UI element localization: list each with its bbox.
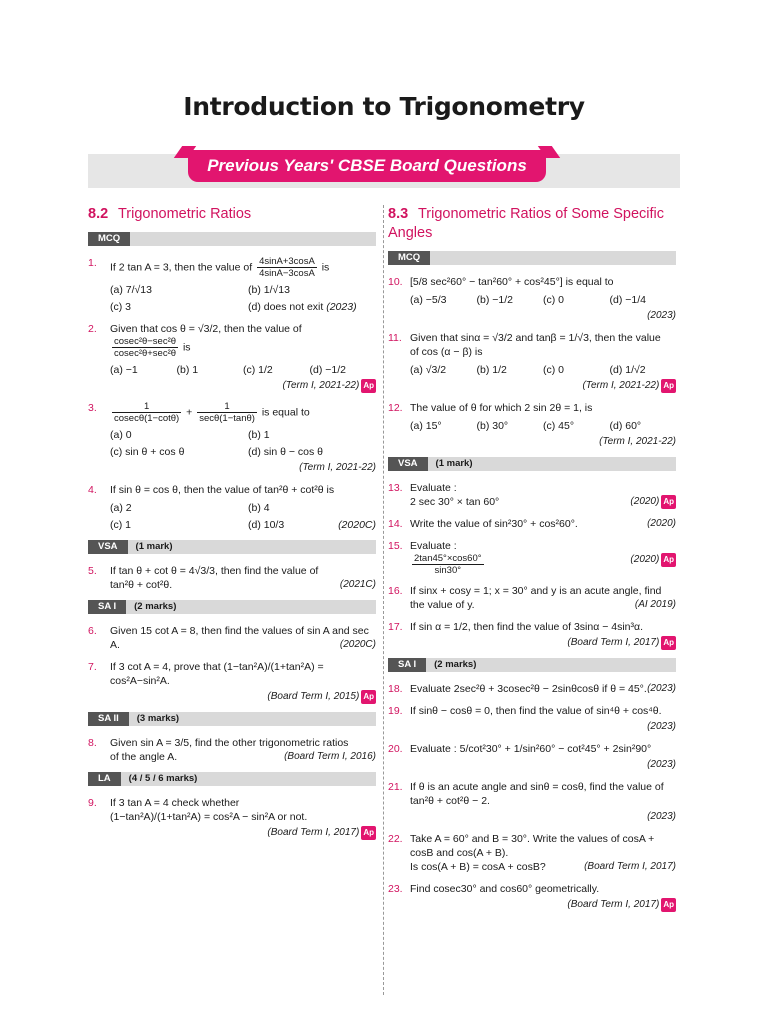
question-text: Given 15 cot A = 8, then find the values of sin A and sec A.	[110, 625, 369, 651]
question-6	[88, 624, 376, 652]
question-ref	[110, 690, 376, 704]
option-c: (c) 0	[543, 294, 564, 306]
option-c: (c) 45°	[543, 420, 575, 432]
ref-text: (Term I, 2021-22)	[582, 380, 660, 391]
question-number: 2.	[88, 323, 97, 335]
fraction	[112, 336, 178, 359]
question-ref: (2021C)	[339, 579, 376, 590]
fraction-2	[197, 401, 257, 424]
question-ref	[410, 379, 676, 393]
ap-badge: Ap	[661, 636, 676, 650]
question-11	[388, 331, 676, 393]
question-9	[88, 796, 376, 840]
question-ref: (2023)	[647, 683, 676, 694]
question-ref: (2023)	[647, 811, 676, 822]
question-text: Evaluate :	[410, 540, 457, 552]
question-ref: (Board Term I, 2017)	[584, 861, 676, 872]
question-text: If sinx + cosy = 1; x = 30° and y is an acute angle, find the value of y.	[410, 585, 662, 611]
option-d-text: (d) does not exit	[248, 301, 324, 313]
option-b: (b) 4	[248, 502, 270, 514]
ref-text: (Board Term I, 2017)	[567, 899, 660, 910]
option-d: (d) −1/2	[309, 364, 346, 376]
left-column	[88, 205, 376, 848]
section-heading-8-3	[388, 205, 676, 243]
tag-key: SA II	[88, 712, 129, 726]
question-21	[388, 780, 676, 824]
denominator: secθ(1−tanθ)	[199, 413, 255, 424]
options	[410, 293, 676, 307]
question-5	[88, 564, 376, 592]
question-number: 19.	[388, 705, 403, 717]
question-number: 7.	[88, 661, 97, 673]
question-text-2: of the angle A.	[110, 751, 178, 763]
plus-sign: +	[186, 406, 193, 419]
question-number: 20.	[388, 743, 403, 755]
tag-key: SA I	[388, 658, 426, 672]
ref: (2020C)	[338, 519, 376, 531]
tag-key: VSA	[388, 457, 428, 471]
options	[110, 283, 376, 314]
question-text: If θ is an acute angle and sinθ = cosθ, find the value of tan²θ + cot²θ − 2.	[410, 781, 664, 807]
question-number: 14.	[388, 518, 403, 530]
ap-badge: Ap	[361, 690, 376, 704]
question-text: Evaluate : 5/cot²30° + 1/sin²60° − cot²45° + 2sin²90°	[410, 743, 652, 755]
question-text-post: is	[321, 261, 330, 274]
question-text: If 2 tan A = 3, then the value of	[110, 261, 253, 274]
option-b: (b) 1/√13	[248, 284, 290, 296]
question-number: 21.	[388, 781, 403, 793]
section-number: 8.2	[88, 206, 109, 222]
question-number: 4.	[88, 484, 97, 496]
tag-la	[88, 772, 376, 786]
section-title: Trigonometric Ratios	[117, 206, 252, 222]
question-text-2: tan²θ + cot²θ.	[110, 579, 173, 591]
question-20	[388, 742, 676, 772]
tag-sa2	[88, 712, 376, 726]
option-d	[248, 300, 376, 314]
question-number: 5.	[88, 565, 97, 577]
section-number: 8.3	[388, 206, 409, 222]
question-text-2: Is cos(A + B) = cosA + cosB?	[410, 861, 546, 873]
question-number: 15.	[388, 540, 403, 552]
question-text: If tan θ + cot θ = 4√3/3, then find the value of	[110, 565, 319, 577]
option-d: (d) sin θ − cos θ	[248, 446, 323, 458]
question-17	[388, 620, 676, 650]
question-text: If sin α = 1/2, then find the value of 3sinα − 4sin³α.	[410, 621, 644, 633]
denominator: cosecθ(1−cotθ)	[114, 413, 180, 424]
question-text: Find cosec30° and cos60° geometrically.	[410, 883, 600, 895]
right-column	[388, 205, 676, 920]
option-c: (c) 1	[110, 519, 131, 531]
tag-sa1	[388, 658, 676, 672]
option-d: (d) −1/4	[609, 294, 646, 306]
ap-badge: Ap	[661, 553, 676, 567]
option-c: (c) 1/2	[243, 364, 273, 376]
question-number: 12.	[388, 402, 403, 414]
question-ref	[110, 826, 376, 840]
ref-text: (Board Term I, 2017)	[267, 827, 360, 838]
question-number: 18.	[388, 683, 403, 695]
numerator: 1	[197, 401, 257, 413]
option-a: (a) 2	[110, 502, 132, 514]
tag-sa1	[88, 600, 376, 614]
question-number: 23.	[388, 883, 403, 895]
question-ref	[110, 379, 376, 393]
question-ref	[630, 495, 676, 509]
question-ref	[410, 898, 676, 912]
question-text: Write the value of sin²30° + cos²60°.	[410, 518, 578, 530]
ref-text: (Term I, 2021-22)	[282, 380, 360, 391]
question-number: 17.	[388, 621, 403, 633]
page-title: Introduction to Trigonometry	[183, 92, 585, 121]
options	[410, 419, 676, 433]
numerator: cosec²θ−sec²θ	[114, 336, 177, 347]
banner	[88, 150, 680, 190]
ref: (2023)	[326, 301, 357, 313]
options	[110, 428, 376, 459]
question-1	[88, 256, 376, 314]
tag-marks: (3 marks)	[136, 713, 180, 724]
option-d: (d) 60°	[609, 420, 642, 432]
question-number: 8.	[88, 737, 97, 749]
question-text-2: of cos (α − β) is	[410, 346, 483, 358]
question-ref: (2020)	[647, 518, 676, 529]
question-ref: (2020C)	[339, 639, 376, 650]
question-ref: (2023)	[647, 310, 676, 321]
question-text: If 3 tan A = 4 check whether	[110, 797, 240, 809]
option-d	[248, 518, 376, 532]
ref-text: (Board Term I, 2015)	[267, 691, 360, 702]
question-number: 1.	[88, 257, 97, 269]
option-a: (a) √3/2	[410, 364, 447, 376]
numerator: 2tan45°×cos60°	[414, 553, 482, 564]
option-c: (c) 0	[543, 364, 564, 376]
ref-text: (2020)	[630, 496, 660, 507]
question-number: 9.	[88, 797, 97, 809]
question-15	[388, 539, 676, 576]
question-text: Take A = 60° and B = 30°. Write the values of cosA + cosB and cos(A + B).	[410, 833, 655, 859]
tag-marks: (4 / 5 / 6 marks)	[128, 773, 198, 784]
denominator: 4sinA−3cosA	[259, 268, 315, 279]
question-12	[388, 401, 676, 449]
ref-text: (Board Term I, 2017)	[567, 637, 660, 648]
ap-badge: Ap	[661, 379, 676, 393]
question-ref: (2023)	[647, 759, 676, 770]
options	[110, 501, 376, 532]
tag-key: VSA	[88, 540, 128, 554]
tag-key: MCQ	[388, 251, 430, 265]
question-13	[388, 481, 676, 509]
option-d-text: (d) 10/3	[248, 519, 285, 531]
question-ref: (AI 2019)	[634, 599, 676, 610]
tag-vsa	[388, 457, 676, 471]
option-a: (a) −1	[110, 364, 138, 376]
question-text: If 3 cot A = 4, prove that (1−tan²A)/(1+tan²A) = cos²A−sin²A.	[110, 661, 324, 687]
question-ref: (Term I, 2021-22)	[599, 436, 676, 447]
question-4	[88, 483, 376, 532]
question-text-2: (1−tan²A)/(1+tan²A) = cos²A − sin²A or not.	[110, 811, 308, 823]
option-b: (b) 1	[176, 364, 199, 376]
option-d: (d) 1/√2	[609, 364, 646, 376]
option-b: (b) 1/2	[476, 364, 507, 376]
question-ref: (Term I, 2021-22)	[299, 462, 376, 473]
options	[410, 363, 676, 377]
ap-badge: Ap	[661, 898, 676, 912]
question-text-post: is	[182, 341, 191, 354]
option-b: (b) 1	[248, 429, 270, 441]
tag-key: LA	[88, 772, 121, 786]
ap-badge: Ap	[361, 379, 376, 393]
question-number: 3.	[88, 402, 97, 414]
option-a: (a) −5/3	[410, 294, 447, 306]
question-10	[388, 275, 676, 323]
question-ref: (2023)	[647, 721, 676, 732]
tag-key: MCQ	[88, 232, 130, 246]
question-number: 11.	[388, 332, 402, 344]
tag-vsa	[88, 540, 376, 554]
tag-mcq	[88, 232, 376, 246]
option-b: (b) 30°	[476, 420, 509, 432]
question-number: 13.	[388, 482, 403, 494]
tag-mcq	[388, 251, 676, 265]
question-14	[388, 517, 676, 531]
question-text: Given that cos θ = √3/2, then the value of	[110, 323, 302, 335]
fraction	[412, 553, 484, 576]
option-c: (c) 3	[110, 301, 131, 313]
ap-badge: Ap	[361, 826, 376, 840]
option-a: (a) 0	[110, 429, 132, 441]
question-3	[88, 401, 376, 475]
ref-text: (2020)	[630, 554, 660, 565]
option-a: (a) 15°	[410, 420, 442, 432]
question-text: If sinθ − cosθ = 0, then find the value of sin⁴θ + cos⁴θ.	[410, 705, 662, 717]
column-divider	[383, 205, 384, 995]
question-text-post: is equal to	[261, 406, 310, 419]
question-8	[88, 736, 376, 764]
section-heading-8-2	[88, 205, 376, 224]
numerator: 1	[112, 401, 181, 413]
question-number: 22.	[388, 833, 403, 845]
options	[110, 363, 376, 377]
question-ref	[410, 636, 676, 650]
question-number: 6.	[88, 625, 97, 637]
question-22	[388, 832, 676, 874]
question-text: [5/8 sec²60° − tan²60° + cos²45°] is equal to	[410, 276, 614, 288]
question-19	[388, 704, 676, 734]
tag-marks: (2 marks)	[434, 659, 477, 670]
tag-marks: (1 mark)	[435, 458, 473, 469]
question-text: Evaluate 2sec²θ + 3cosec²θ − 2sinθcosθ if θ = 45°.	[410, 683, 647, 695]
numerator: 4sinA+3cosA	[259, 256, 315, 267]
ap-badge: Ap	[661, 495, 676, 509]
question-text: Given that sinα = √3/2 and tanβ = 1/√3, then the value	[410, 332, 661, 344]
tag-marks: (2 marks)	[134, 601, 177, 612]
denominator: sin30°	[434, 565, 462, 576]
question-text: If sin θ = cos θ, then the value of tan²θ + cot²θ is	[110, 484, 335, 496]
option-a: (a) 7/√13	[110, 284, 152, 296]
option-c: (c) sin θ + cos θ	[110, 446, 185, 458]
question-ref: (Board Term I, 2016)	[284, 751, 376, 762]
question-text: Given sin A = 3/5, find the other trigonometric ratios	[110, 737, 349, 749]
tag-key: SA I	[88, 600, 126, 614]
fraction	[257, 256, 317, 279]
question-number: 10.	[388, 276, 403, 288]
banner-label: Previous Years' CBSE Board Questions	[188, 150, 546, 182]
fraction-1	[112, 401, 181, 424]
question-2	[88, 322, 376, 393]
question-ref	[630, 553, 676, 567]
denominator: cosec²θ+sec²θ	[114, 348, 177, 359]
question-text: Evaluate :	[410, 482, 457, 494]
question-18	[388, 682, 676, 696]
tag-marks: (1 mark)	[135, 541, 173, 552]
option-b: (b) −1/2	[476, 294, 513, 306]
question-23	[388, 882, 676, 912]
question-16	[388, 584, 676, 612]
question-7	[88, 660, 376, 704]
question-number: 16.	[388, 585, 403, 597]
section-title: Trigonometric Ratios of Some Specific Angles	[388, 206, 665, 241]
question-text-2: 2 sec 30° × tan 60°	[410, 496, 500, 508]
question-text: The value of θ for which 2 sin 2θ = 1, is	[410, 402, 593, 414]
